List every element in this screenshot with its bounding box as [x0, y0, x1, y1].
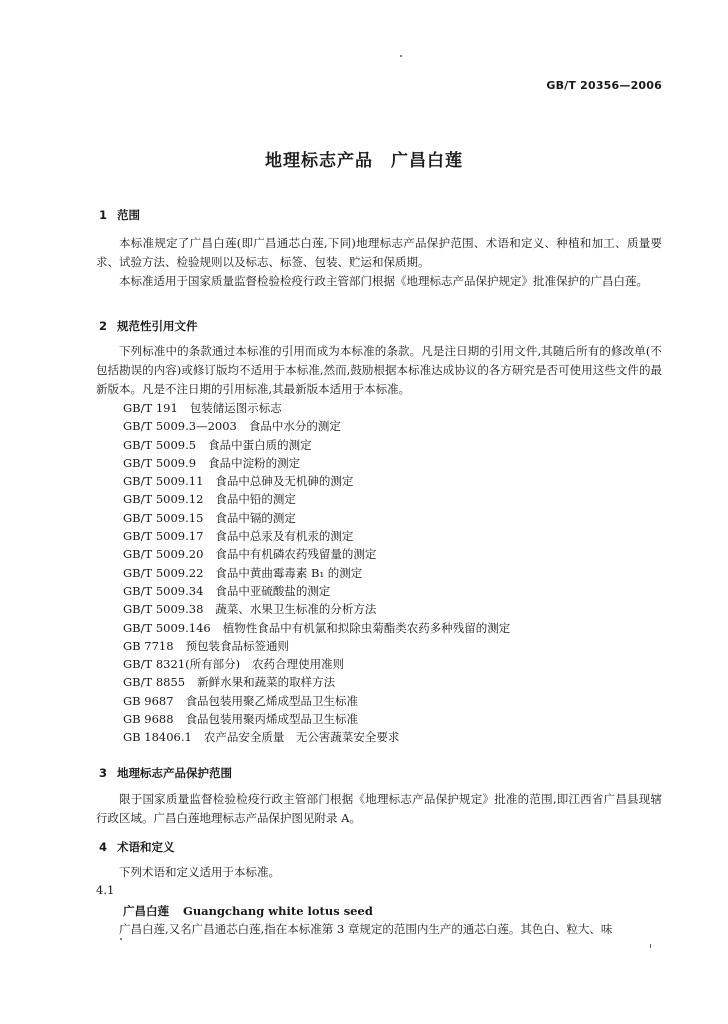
reference-code: GB/T 5009.146 [123, 620, 211, 635]
reference-title: 食品中总汞及有机汞的测定 [215, 529, 354, 544]
reference-code: GB 18406.1 [123, 730, 192, 745]
reference-item [123, 564, 510, 582]
section-title: 规范性引用文件 [117, 319, 198, 333]
reference-title: 预包装食品标签通则 [185, 638, 290, 653]
scan-speck [650, 944, 651, 948]
reference-item [123, 527, 510, 545]
section-4-heading [99, 839, 175, 855]
reference-title: 食品中铅的测定 [215, 492, 296, 507]
section-2-intro: 下列标准中的条款通过本标准的引用而成为本标准的条款。凡是注日期的引用文件,其随后所有的修改单(不包括勘误的内容)或修订版均不适用于本标准,然而,鼓励根据本标准达成协议的各方研究是否可使用这些文件的最新版本。凡是不注日期的引用标准,其最新版本适用于本标准。 [96, 344, 662, 396]
reference-item [123, 728, 510, 746]
section-1-paragraph-2: 本标准适用于国家质量监督检验检疫行政主管部门根据《地理标志产品保护规定》批准保护的广昌白莲。 [119, 274, 648, 288]
reference-code: GB 9688 [123, 712, 174, 727]
reference-item [123, 545, 510, 563]
reference-code: GB/T 5009.15 [123, 510, 204, 525]
section-title: 范围 [117, 208, 140, 222]
reference-code: GB/T 191 [123, 401, 178, 415]
reference-title: 食品包装用聚丙烯成型品卫生标准 [185, 712, 359, 727]
reference-item [123, 399, 510, 417]
section-title: 地理标志产品保护范围 [117, 766, 232, 780]
reference-item [123, 619, 510, 637]
section-title: 术语和定义 [117, 840, 175, 854]
reference-title: 农药合理使用准则 [252, 657, 345, 672]
scan-speck [120, 938, 122, 940]
normative-references-list [123, 399, 510, 747]
term-heading [123, 903, 373, 919]
reference-item [123, 509, 510, 527]
standard-number: GB/T 20356—2006 [546, 79, 662, 92]
reference-item [123, 490, 510, 508]
reference-title: 食品中亚硫酸盐的测定 [215, 583, 331, 598]
reference-code: GB/T 8855 [123, 675, 186, 690]
reference-title: 食品中有机磷农药残留量的测定 [215, 547, 377, 562]
reference-item [123, 692, 510, 710]
reference-code: GB/T 5009.17 [123, 529, 204, 544]
section-1-paragraph-1: 本标准规定了广昌白莲(即广昌通芯白莲,下同)地理标志产品保护范围、术语和定义、种植和加工、质量要求、试验方法、检验规则以及标志、标签、包装、贮运和保质期。 [96, 236, 662, 269]
section-number: 1 [99, 208, 108, 222]
reference-item [123, 582, 510, 600]
reference-title: 蔬菜、水果卫生标准的分析方法 [215, 602, 377, 617]
reference-code: GB/T 5009.12 [123, 492, 204, 507]
term-number: 4.1 [96, 883, 115, 897]
reference-code: GB 9687 [123, 693, 174, 708]
term-english: Guangchang white lotus seed [183, 904, 373, 918]
reference-code: GB/T 5009.20 [123, 547, 204, 562]
reference-code: GB/T 5009.3—2003 [123, 419, 237, 434]
reference-item [123, 472, 510, 490]
reference-item [123, 655, 510, 673]
term-chinese: 广昌白莲 [123, 904, 169, 918]
reference-code: GB/T 5009.5 [123, 437, 197, 452]
reference-item [123, 600, 510, 618]
reference-title: 食品中总砷及无机砷的测定 [215, 474, 354, 489]
reference-code: GB/T 8321(所有部分) [123, 657, 241, 672]
document-title: 地理标志产品 广昌白莲 [265, 151, 463, 171]
reference-title: 食品中蛋白质的测定 [208, 437, 312, 452]
section-number: 4 [99, 840, 108, 854]
reference-item [123, 673, 510, 691]
reference-code: GB/T 5009.22 [123, 565, 204, 580]
section-3-heading [99, 765, 232, 781]
reference-item [123, 417, 510, 435]
section-3-paragraph: 限于国家质量监督检验检疫行政主管部门根据《地理标志产品保护规定》批准的范围,即江西省广昌县现辖行政区域。广昌白莲地理标志产品保护图见附录 A。 [96, 792, 662, 825]
reference-title: 食品中黄曲霉毒素 B₁ 的测定 [215, 565, 363, 580]
reference-title: 植物性食品中有机氯和拟除虫菊酯类农药多种残留的测定 [222, 620, 511, 635]
reference-title: 包装储运图示标志 [189, 401, 282, 415]
reference-item [123, 710, 510, 728]
reference-title: 新鲜水果和蔬菜的取样方法 [197, 675, 336, 690]
reference-title: 食品中水分的测定 [248, 419, 341, 434]
scan-speck [400, 55, 402, 57]
term-definition: 广昌白莲,又名广昌通芯白莲,指在本标准第 3 章规定的范围内生产的通芯白莲。其色白、粒大、味 [119, 922, 613, 936]
reference-title: 农产品安全质量 无公害蔬菜安全要求 [203, 730, 400, 745]
reference-title: 食品包装用聚乙烯成型品卫生标准 [185, 693, 359, 708]
reference-code: GB/T 5009.38 [123, 602, 204, 617]
reference-code: GB/T 5009.9 [123, 455, 197, 470]
reference-title: 食品中镉的测定 [215, 510, 296, 525]
reference-item [123, 436, 510, 454]
reference-code: GB/T 5009.34 [123, 583, 204, 598]
reference-code: GB/T 5009.11 [123, 474, 204, 489]
reference-code: GB 7718 [123, 638, 174, 653]
section-1-heading [99, 207, 140, 223]
section-number: 3 [99, 766, 108, 780]
reference-title: 食品中淀粉的测定 [208, 455, 301, 470]
section-2-heading [99, 318, 198, 334]
section-4-intro: 下列术语和定义适用于本标准。 [119, 865, 280, 879]
reference-item [123, 454, 510, 472]
section-number: 2 [99, 319, 108, 333]
reference-item [123, 637, 510, 655]
